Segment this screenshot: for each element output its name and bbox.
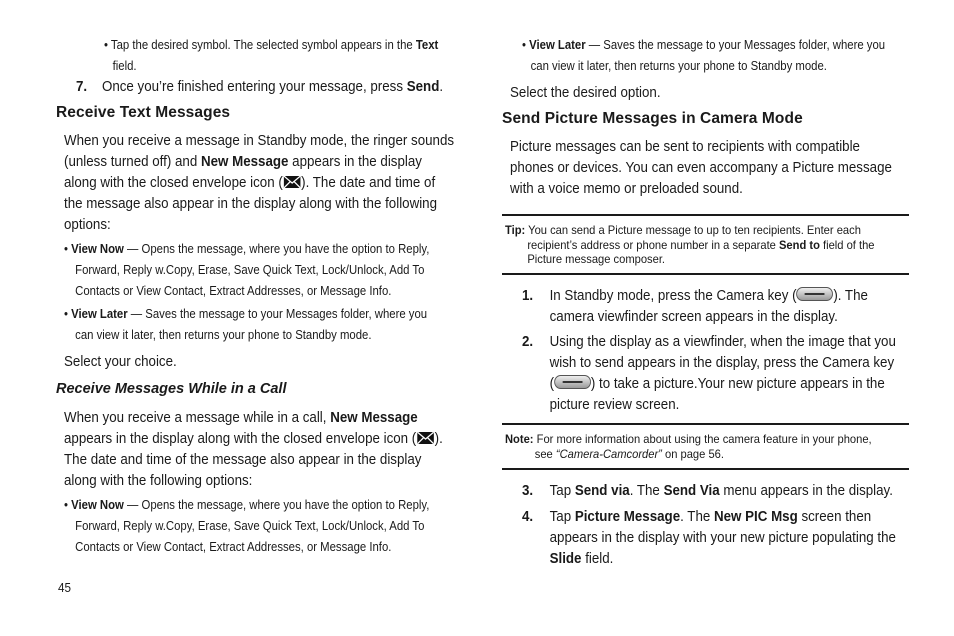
- step-text: field.: [581, 551, 614, 567]
- para-line: Picture messages can be sent to recipients with compatible: [510, 139, 860, 155]
- envelope-icon: [284, 176, 301, 188]
- page-number: 45: [58, 580, 72, 595]
- tip-text: You can send a Picture message to up to ten recipients. Enter each: [528, 223, 861, 237]
- para-line: with a voice memo or preloaded sound.: [510, 181, 743, 197]
- tip-top-rule: [502, 214, 909, 216]
- bullet-label: View Now: [71, 241, 124, 256]
- bullet-text: Contacts or View Contact, Extract Addresses, or Message Info.: [75, 539, 392, 554]
- bullet-text: can view it later, then returns your phone to Standby mode.: [75, 327, 372, 342]
- step-text: ). The: [833, 288, 868, 304]
- bullet-dot: •: [64, 241, 72, 256]
- bullet-label: View Later: [71, 306, 128, 321]
- para-bold: New Message: [330, 410, 418, 426]
- tip-text: field of the: [819, 237, 875, 252]
- note-top-rule: [502, 423, 909, 425]
- para-line: options:: [64, 217, 111, 233]
- envelope-icon: [417, 432, 434, 444]
- step-text: In Standby mode, press the Camera key (: [549, 288, 797, 304]
- para-line: The date and time of the message also appear in the display: [64, 452, 422, 468]
- step-text: Tap: [549, 509, 575, 525]
- bullet-text-cont: field.: [112, 58, 137, 73]
- step-text: Once you’re finished entering your message, press: [101, 79, 407, 95]
- para-line: along with the following options:: [64, 473, 253, 489]
- tip-text: Picture message composer.: [527, 252, 666, 266]
- bullet-view-now: [64, 238, 468, 301]
- para-line: ). The date and time of: [301, 175, 436, 191]
- tip-bold: Send to: [778, 237, 820, 252]
- step-bold: Send via: [574, 483, 630, 499]
- bullet-label: View Later: [529, 37, 586, 52]
- para-line: the message also appear in the display along with the following: [64, 196, 438, 212]
- bullet-text: — Saves the message to your Messages folder, where you: [585, 37, 886, 52]
- bullet-dot: •: [64, 306, 72, 321]
- select-choice: Select your choice.: [64, 354, 177, 370]
- note-text: on page 56.: [661, 446, 724, 461]
- para-line: along with the closed envelope icon (: [64, 175, 283, 191]
- bullet-bold: Text: [415, 37, 439, 52]
- bullet-text: can view it later, then returns your phone to Standby mode.: [530, 58, 827, 73]
- step-text: ) to take a picture.Your new picture appears in the: [590, 376, 885, 392]
- step-text: . The: [629, 483, 664, 499]
- step-bold: Slide: [549, 551, 582, 567]
- step-bold: New PIC Msg: [713, 509, 798, 525]
- bullet-dot: •: [522, 37, 530, 52]
- note-text: For more information about using the camera feature in your phone,: [536, 432, 872, 446]
- select-option: Select the desired option.: [510, 85, 661, 101]
- para-line: appears in the display: [288, 154, 422, 170]
- heading-send-picture-camera: Send Picture Messages in Camera Mode: [502, 110, 803, 127]
- call-paragraph: [64, 408, 469, 492]
- tip-text: recipient’s address or phone number in a separate: [527, 237, 779, 252]
- bullet-dot: •: [64, 497, 72, 512]
- step-bold: Picture Message: [574, 509, 681, 525]
- step-text: . The: [680, 509, 714, 525]
- bullet-text: — Opens the message, where you have the option to Reply,: [123, 241, 430, 256]
- note-box: [505, 432, 914, 461]
- step-1: [522, 286, 927, 325]
- tip-box: [505, 223, 914, 267]
- bullet-tap-symbol: [104, 34, 457, 76]
- bullet-view-now-2: [64, 494, 468, 557]
- para-bold: New Message: [200, 154, 289, 170]
- camera-key-icon: [554, 375, 591, 389]
- step-bold: Send: [406, 79, 440, 95]
- step-number: 7.: [76, 79, 88, 95]
- camera-key-icon: [797, 287, 834, 301]
- step-text: menu appears in the display.: [719, 483, 893, 499]
- heading-receive-while-call: Receive Messages While in a Call: [56, 381, 287, 397]
- bullet-text: — Opens the message, where you have the option to Reply,: [123, 497, 430, 512]
- camera-paragraph: [510, 137, 915, 200]
- bullet-label: View Now: [71, 497, 124, 512]
- step-text-end: .: [439, 79, 444, 95]
- bullet-text: Forward, Reply w.Copy, Erase, Save Quick Text, Lock/Unlock, Add To: [75, 518, 425, 533]
- step-number: 3.: [522, 483, 534, 499]
- step-text: camera viewfinder screen appears in the display.: [549, 309, 838, 325]
- para-line: appears in the display along with the closed envelope icon (: [64, 431, 417, 447]
- para-line: ).: [434, 431, 443, 447]
- step-text: picture review screen.: [549, 397, 680, 413]
- step-text: Using the display as a viewfinder, when the image that you: [549, 334, 896, 350]
- para-line: When you receive a message in Standby mode, the ringer sounds: [64, 133, 455, 149]
- bullet-view-later: [64, 303, 468, 345]
- note-bottom-rule: [502, 468, 909, 470]
- para-line: When you receive a message while in a call,: [64, 410, 331, 426]
- bullet-text: Forward, Reply w.Copy, Erase, Save Quick Text, Lock/Unlock, Add To: [75, 262, 425, 277]
- step-7: [76, 77, 499, 98]
- note-label: Note:: [505, 432, 534, 446]
- heading-receive-text-messages: Receive Text Messages: [56, 104, 231, 121]
- step-text: wish to send appears in the display, press the Camera key: [549, 355, 895, 371]
- step-text: appears in the display with your new picture populating the: [549, 530, 896, 546]
- step-number: 2.: [522, 334, 534, 350]
- step-number: 4.: [522, 509, 534, 525]
- step-3: [522, 481, 927, 502]
- note-text: see: [534, 446, 556, 461]
- step-text: (: [549, 376, 555, 392]
- step-text: screen then: [797, 509, 872, 525]
- bullet-text: Contacts or View Contact, Extract Addresses, or Message Info.: [75, 283, 392, 298]
- para-line: (unless turned off) and: [64, 154, 201, 170]
- bullet-view-later-right: [522, 34, 926, 76]
- bullet-text: Tap the desired symbol. The selected symbol appears in the: [110, 37, 416, 52]
- bullet-text: — Saves the message to your Messages folder, where you: [127, 306, 428, 321]
- receive-paragraph: [64, 131, 469, 236]
- step-4: [522, 507, 927, 567]
- step-2: [522, 332, 927, 413]
- step-bold: Send Via: [663, 483, 720, 499]
- step-number: 1.: [522, 288, 534, 304]
- tip-label: Tip:: [505, 223, 526, 237]
- bullet-dot: •: [104, 37, 111, 52]
- tip-bottom-rule: [502, 273, 909, 275]
- para-line: phones or devices. You can even accompany a Picture message: [510, 160, 892, 176]
- note-link-text: “Camera-Camcorder”: [555, 446, 662, 461]
- step-text: Tap: [549, 483, 575, 499]
